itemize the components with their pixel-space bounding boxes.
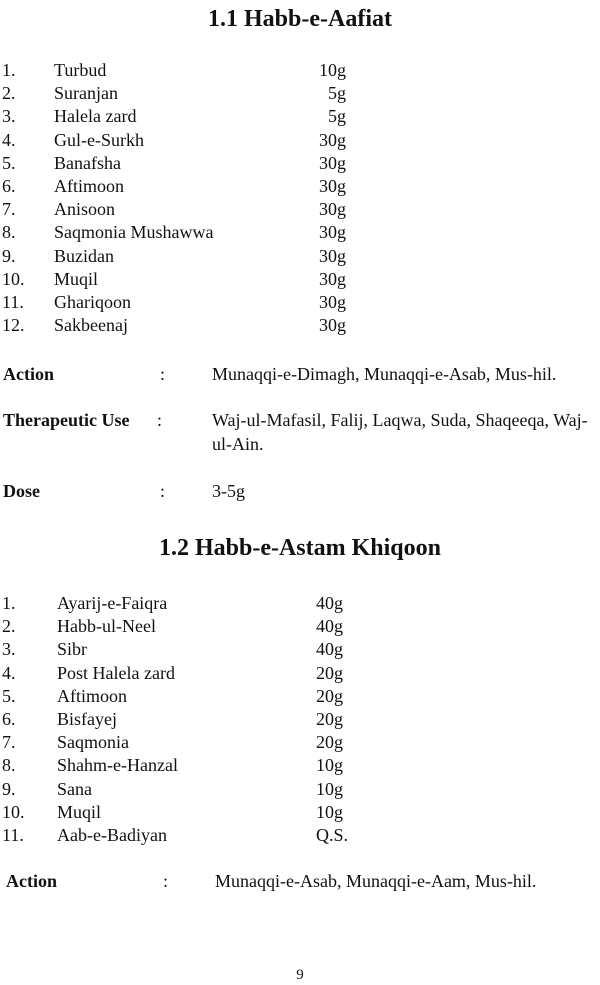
ingredient-quantity: 20g — [316, 662, 343, 683]
ingredient-quantity: 40g — [316, 593, 343, 613]
ingredient-number: 6. — [2, 175, 16, 196]
ingredient-number: 1. — [2, 593, 16, 613]
ingredient-row — [0, 592, 600, 615]
ingredient-quantity: Q.S. — [316, 824, 349, 845]
ingredient-row — [0, 198, 600, 221]
ingredient-number: 6. — [2, 708, 16, 729]
ingredient-name: Buzidan — [54, 245, 114, 266]
ingredient-quantity: 30g — [319, 129, 346, 150]
ingredient-quantity: 30g — [319, 222, 346, 243]
ingredient-name: Aftimoon — [57, 685, 127, 706]
field-colon: : — [160, 364, 166, 384]
ingredient-row — [0, 268, 600, 291]
ingredient-row — [0, 731, 600, 754]
section-title-habb-e-aafiat: 1.1 Habb-e-Aafiat — [208, 6, 392, 32]
ingredient-number: 10. — [2, 268, 25, 289]
ingredient-quantity: 40g — [316, 616, 343, 637]
ingredient-name: Gul-e-Surkh — [54, 129, 144, 150]
ingredient-row — [0, 152, 600, 175]
ingredient-name: Bisfayej — [57, 708, 117, 729]
page-number: 9 — [296, 967, 304, 983]
ingredient-name: Anisoon — [54, 199, 116, 220]
ingredient-name: Aab-e-Badiyan — [57, 824, 167, 845]
ingredient-name: Sana — [57, 778, 92, 799]
ingredient-number: 3. — [2, 639, 16, 660]
ingredient-number: 2. — [2, 83, 16, 104]
ingredient-number: 11. — [2, 291, 24, 312]
ingredient-row — [0, 221, 600, 244]
action-value: Munaqqi-e-Asab, Munaqqi-e-Aam, Mus-hil. — [215, 871, 537, 891]
field-colon: : — [163, 871, 169, 891]
ingredient-row — [0, 175, 600, 198]
ingredient-name: Habb-ul-Neel — [57, 616, 156, 637]
action-label: Action — [6, 871, 57, 891]
ingredient-number: 5. — [2, 152, 16, 173]
ingredient-number: 3. — [2, 106, 16, 127]
ingredient-quantity: 30g — [319, 175, 346, 196]
ingredient-quantity: 10g — [316, 778, 343, 799]
dose-label: Dose — [3, 481, 40, 501]
section-title-habb-e-astam-khiqoon: 1.2 Habb-e-Astam Khiqoon — [158, 535, 442, 561]
ingredient-name: Halela zard — [54, 106, 137, 127]
ingredient-row — [0, 59, 600, 82]
ingredient-name: Saqmonia — [57, 732, 129, 753]
ingredient-name: Post Halela zard — [57, 662, 175, 683]
ingredient-name: Suranjan — [54, 83, 118, 104]
therapeutic-use-label: Therapeutic Use — [3, 410, 130, 430]
ingredient-number: 9. — [2, 778, 16, 799]
ingredient-number: 12. — [2, 315, 25, 336]
ingredient-row — [0, 82, 600, 105]
ingredient-row — [0, 105, 600, 128]
ingredient-row — [0, 245, 600, 268]
ingredient-quantity: 5g — [328, 106, 346, 127]
ingredient-row — [0, 615, 600, 638]
ingredient-quantity: 30g — [319, 245, 346, 266]
ingredient-row — [0, 801, 600, 824]
action-label: Action — [3, 364, 54, 384]
action-value: Munaqqi-e-Dimagh, Munaqqi-e-Asab, Mus-hil. — [212, 364, 557, 384]
ingredient-quantity: 10g — [316, 755, 343, 776]
ingredient-number: 11. — [2, 824, 24, 845]
ingredient-number: 5. — [2, 685, 16, 706]
ingredient-list-habb-e-aafiat — [0, 59, 600, 337]
ingredient-number: 1. — [2, 60, 16, 80]
dose-value: 3-5g — [212, 481, 245, 501]
ingredient-number: 9. — [2, 245, 16, 266]
ingredient-number: 8. — [2, 222, 16, 243]
ingredient-number: 4. — [2, 129, 16, 150]
ingredient-number: 7. — [2, 732, 16, 753]
ingredient-row — [0, 662, 600, 685]
ingredient-name: Ghariqoon — [54, 291, 131, 312]
ingredient-number: 7. — [2, 199, 16, 220]
ingredient-name: Ayarij-e-Faiqra — [57, 593, 168, 613]
ingredient-list-habb-e-astam-khiqoon — [0, 592, 600, 847]
ingredient-row — [0, 685, 600, 708]
ingredient-name: Sakbeenaj — [54, 315, 128, 336]
ingredient-quantity: 5g — [328, 83, 346, 104]
ingredient-quantity: 30g — [319, 291, 346, 312]
ingredient-row — [0, 824, 600, 847]
ingredient-quantity: 30g — [319, 268, 346, 289]
ingredient-name: Muqil — [57, 801, 102, 822]
ingredient-name: Banafsha — [54, 152, 121, 173]
ingredient-quantity: 30g — [319, 199, 346, 220]
ingredient-quantity: 20g — [316, 685, 343, 706]
ingredient-quantity: 30g — [319, 315, 346, 336]
ingredient-row — [0, 778, 600, 801]
ingredient-row — [0, 708, 600, 731]
ingredient-number: 4. — [2, 662, 16, 683]
therapeutic-use-value: Waj-ul-Mafasil, Falij, Laqwa, Suda, Shaqeeqa, Waj-ul-Ain. — [212, 410, 588, 454]
ingredient-quantity: 30g — [319, 152, 346, 173]
ingredient-name: Muqil — [54, 268, 99, 289]
ingredient-quantity: 20g — [316, 708, 343, 729]
field-colon: : — [160, 481, 166, 501]
ingredient-row — [0, 638, 600, 661]
ingredient-name: Saqmonia Mushawwa — [54, 222, 214, 243]
ingredient-quantity: 10g — [316, 801, 343, 822]
ingredient-row — [0, 291, 600, 314]
ingredient-row — [0, 754, 600, 777]
ingredient-name: Sibr — [57, 639, 88, 660]
ingredient-name: Aftimoon — [54, 175, 124, 196]
field-colon: : — [157, 410, 163, 430]
ingredient-name: Turbud — [54, 60, 107, 80]
ingredient-number: 10. — [2, 801, 25, 822]
ingredient-row — [0, 314, 600, 337]
ingredient-name: Shahm-e-Hanzal — [57, 755, 178, 776]
ingredient-quantity: 20g — [316, 732, 343, 753]
ingredient-number: 2. — [2, 616, 16, 637]
ingredient-row — [0, 129, 600, 152]
ingredient-quantity: 40g — [316, 639, 343, 660]
ingredient-number: 8. — [2, 755, 16, 776]
ingredient-quantity: 10g — [319, 60, 346, 80]
